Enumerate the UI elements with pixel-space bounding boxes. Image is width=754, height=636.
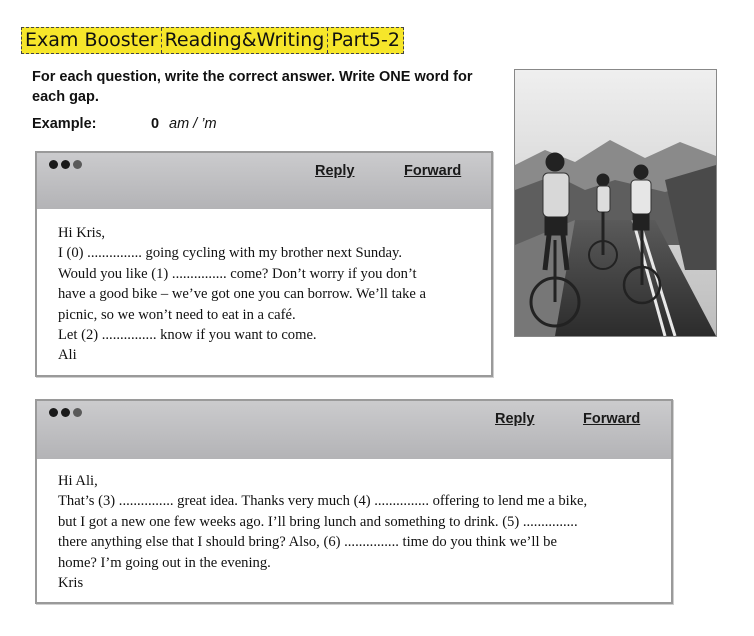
email-line: home? I’m going out in the evening.: [58, 554, 271, 571]
title-exam-booster: Exam Booster: [22, 28, 162, 53]
email-line: Hi Ali,: [58, 473, 98, 489]
email-window-2: [35, 399, 673, 604]
forward-button[interactable]: Forward: [583, 411, 641, 427]
email-line: I (0) ............... going cycling with my brother next Sunday.: [58, 245, 402, 262]
email-line: Let (2) ............... know if you want to come.: [58, 327, 317, 344]
cyclists-photo: [514, 69, 717, 337]
window-dot-icon: [49, 160, 58, 169]
window-dots: [49, 160, 82, 169]
title-reading-writing: Reading&Writing: [162, 28, 329, 53]
email-line: Kris: [58, 575, 84, 592]
email-line: That’s (3) ............... great idea. Thanks very much (4) ............... offering to lend me a bike,: [58, 493, 588, 510]
example-label: Example:: [32, 116, 97, 132]
window-dot-icon: [73, 408, 82, 417]
cyclists-photo-icon: [515, 70, 716, 336]
window-dot-icon: [61, 160, 70, 169]
reply-button[interactable]: Reply: [495, 411, 535, 427]
window-dot-icon: [49, 408, 58, 417]
email-body-2: [58, 471, 587, 593]
email-line: have a good bike – we’ve got one you can borrow. We’ll take a: [58, 286, 426, 303]
instructions: For each question, write the correct answer. Write ONE word for each gap.: [32, 69, 473, 105]
email-line: Ali: [58, 347, 77, 364]
title-banner: [21, 27, 404, 54]
reply-button[interactable]: Reply: [315, 163, 355, 179]
email-line: Would you like (1) ............... come? Don’t worry if you don’t: [58, 265, 417, 282]
email-window-1: [35, 151, 493, 377]
example-number: 0: [151, 116, 160, 132]
email-toolbar-2: [37, 401, 671, 459]
email-toolbar-1: [37, 153, 491, 209]
window-dot-icon: [73, 160, 82, 169]
email-line: there anything else that I should bring? Also, (6) ............... time do you think we’ll be: [58, 534, 557, 551]
email-line: Hi Kris,: [58, 225, 106, 241]
window-dots: [49, 408, 82, 417]
email-line: but I got a new one few weeks ago. I’ll bring lunch and something to drink. (5) ...............: [58, 513, 578, 530]
forward-button[interactable]: Forward: [404, 163, 462, 179]
email-line: picnic, so we won’t need to eat in a café.: [58, 306, 296, 323]
email-body-1: [58, 223, 426, 366]
example-answer: am / ’m: [169, 116, 217, 132]
title-part: Part5-2: [331, 29, 400, 51]
window-dot-icon: [61, 408, 70, 417]
